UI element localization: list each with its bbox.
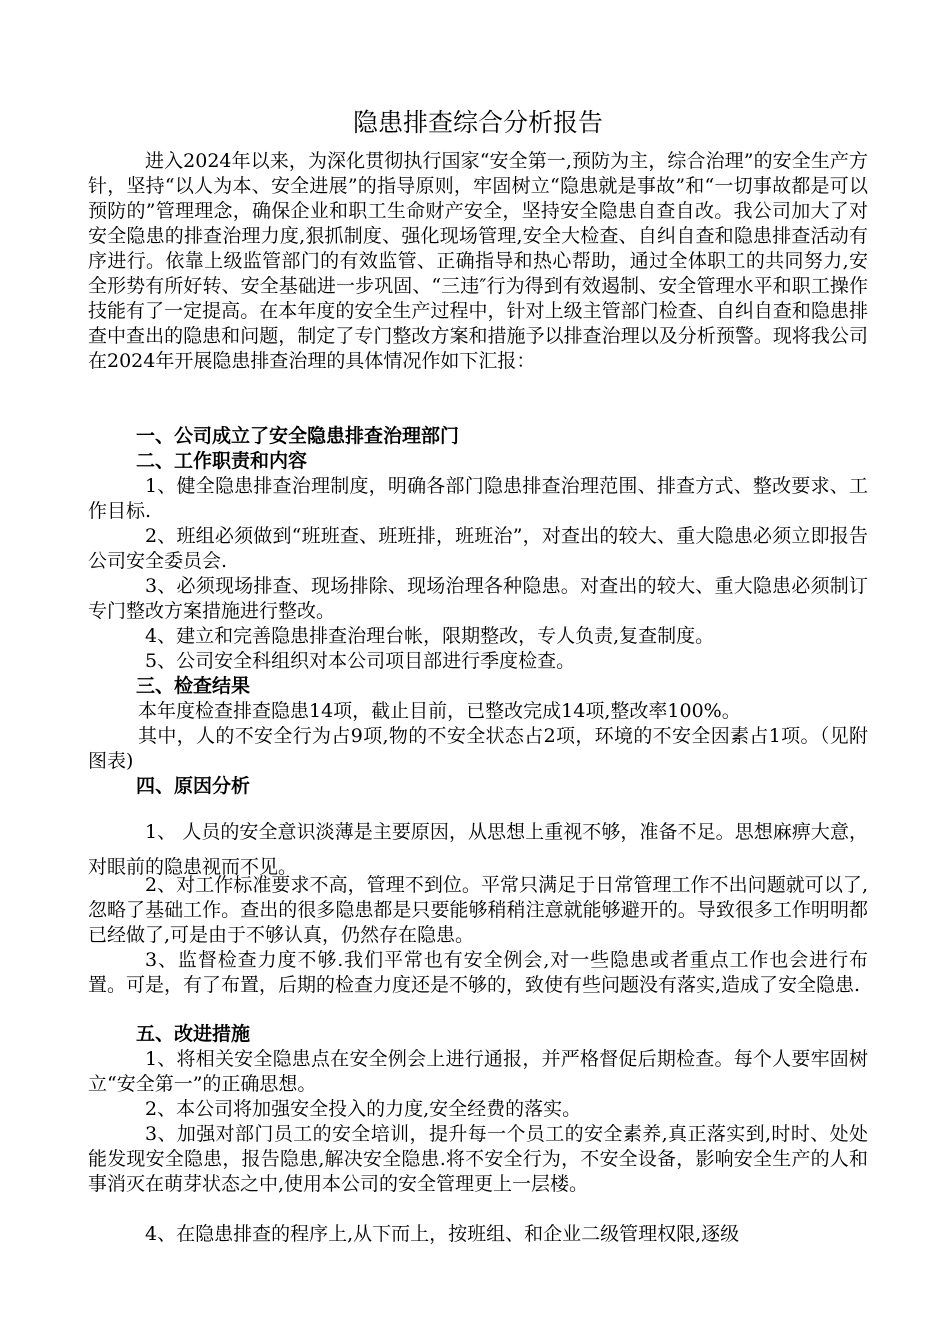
measure-item-2: 2、本公司将加强安全投入的力度,安全经费的落实。 (145, 1098, 582, 1120)
section-heading-duties: 二、工作职责和内容 (136, 450, 308, 472)
section-heading-causes: 四、原因分析 (136, 775, 251, 797)
cause-item-3: 3、监督检查力度不够.我们平常也有安全例会,对一些隐患或者重点工作也会进行布置。可是，有了布置，后期的检查力度还是不够的，致使有些问题没有落实,造成了安全隐患. (88, 949, 868, 996)
section-heading-department: 一、公司成立了安全隐患排查治理部门 (136, 425, 460, 447)
intro-paragraph: 进入2024年以来，为深化贯彻执行国家“安全第一,预防为主，综合治理”的安全生产方针，坚持“以人为本、安全进展”的指导原则，牢固树立“隐患就是事故”和“一切事故都是可以预防的”管理理念，确保企业和职工生命财产安全，坚持安全隐患自查自改。我公司加大了对安全隐患的排查治理力度,狠抓制度、强化现场管理,安全大检查、自纠自查和隐患排查活动有序进行。依靠上级监管部门的有效监管、正确指导和热心帮助，通过全体职工的共同努力,安全形势有所好转、安全基础进一步巩固、“三违″行为得到有效遏制、安全管理水平和职工操作技能有了一定提高。在本年度的安全生产过程中，针对上级主管部门检查、自纠自查和隐患排查中查出的隐患和问题，制定了专门整改方案和措施予以排查治理以及分析预警。现将我公司在2024年开展隐患排查治理的具体情况作如下汇报： (88, 150, 868, 372)
duty-item-2: 2、班组必须做到“班班查、班班排，班班治”，对查出的较大、重大隐患必须立即报告公司安全委员会. (88, 525, 868, 572)
cause-item-2: 2、对工作标准要求不高，管理不到位。平常只满足于日常管理工作不出问题就可以了,忽略了基础工作。查出的很多隐患都是只要能够稍稍注意就能够避开的。导致很多工作明明都已经做了,可是由于不够认真，仍然存在隐患。 (88, 874, 868, 946)
cause-item-1: 1、 人员的安全意识淡薄是主要原因，从思想上重视不够，准备不足。思想麻痹大意，对眼前的隐患视而不见。 (88, 821, 868, 878)
duty-item-4: 4、建立和完善隐患排查治理台帐，限期整改，专人负责,复查制度。 (145, 625, 715, 647)
duty-item-3: 3、必须现场排查、现场排除、现场治理各种隐患。对查出的较大、重大隐患必须制订专门整改方案措施进行整改。 (88, 575, 868, 622)
section-heading-results: 三、检查结果 (136, 675, 251, 697)
measure-item-4: 4、在隐患排查的程序上,从下而上，按班组、和企业二级管理权限,逐级 (145, 1223, 740, 1245)
duty-item-1: 1、健全隐患排查治理制度，明确各部门隐患排查治理范围、排查方式、整改要求、工作目标. (88, 475, 868, 522)
document-title: 隐患排查综合分析报告 (352, 108, 603, 137)
result-paragraph-2: 其中，人的不安全行为占9项,物的不安全状态占2项，环境的不安全因素占1项。（见附图表) (88, 725, 868, 772)
measure-item-1: 1、将相关安全隐患点在安全例会上进行通报，并严格督促后期检查。每个人要牢固树立“安全第一”的正确思想。 (88, 1048, 868, 1095)
result-paragraph-1: 本年度检查排查隐患14项，截止目前，已整改完成14项,整改率100%。 (138, 700, 741, 722)
section-heading-improvements: 五、改进措施 (136, 1023, 251, 1045)
measure-item-3: 3、加强对部门员工的安全培训，提升每一个员工的安全素养,真正落实到,时时、处处能发现安全隐患，报告隐患,解决安全隐患.将不安全行为，不安全设备，影响安全生产的人和事消灭在萌芽状态之中,使用本公司的安全管理更上一层楼。 (88, 1123, 868, 1195)
duty-item-5: 5、公司安全科组织对本公司项目部进行季度检查。 (145, 650, 576, 672)
